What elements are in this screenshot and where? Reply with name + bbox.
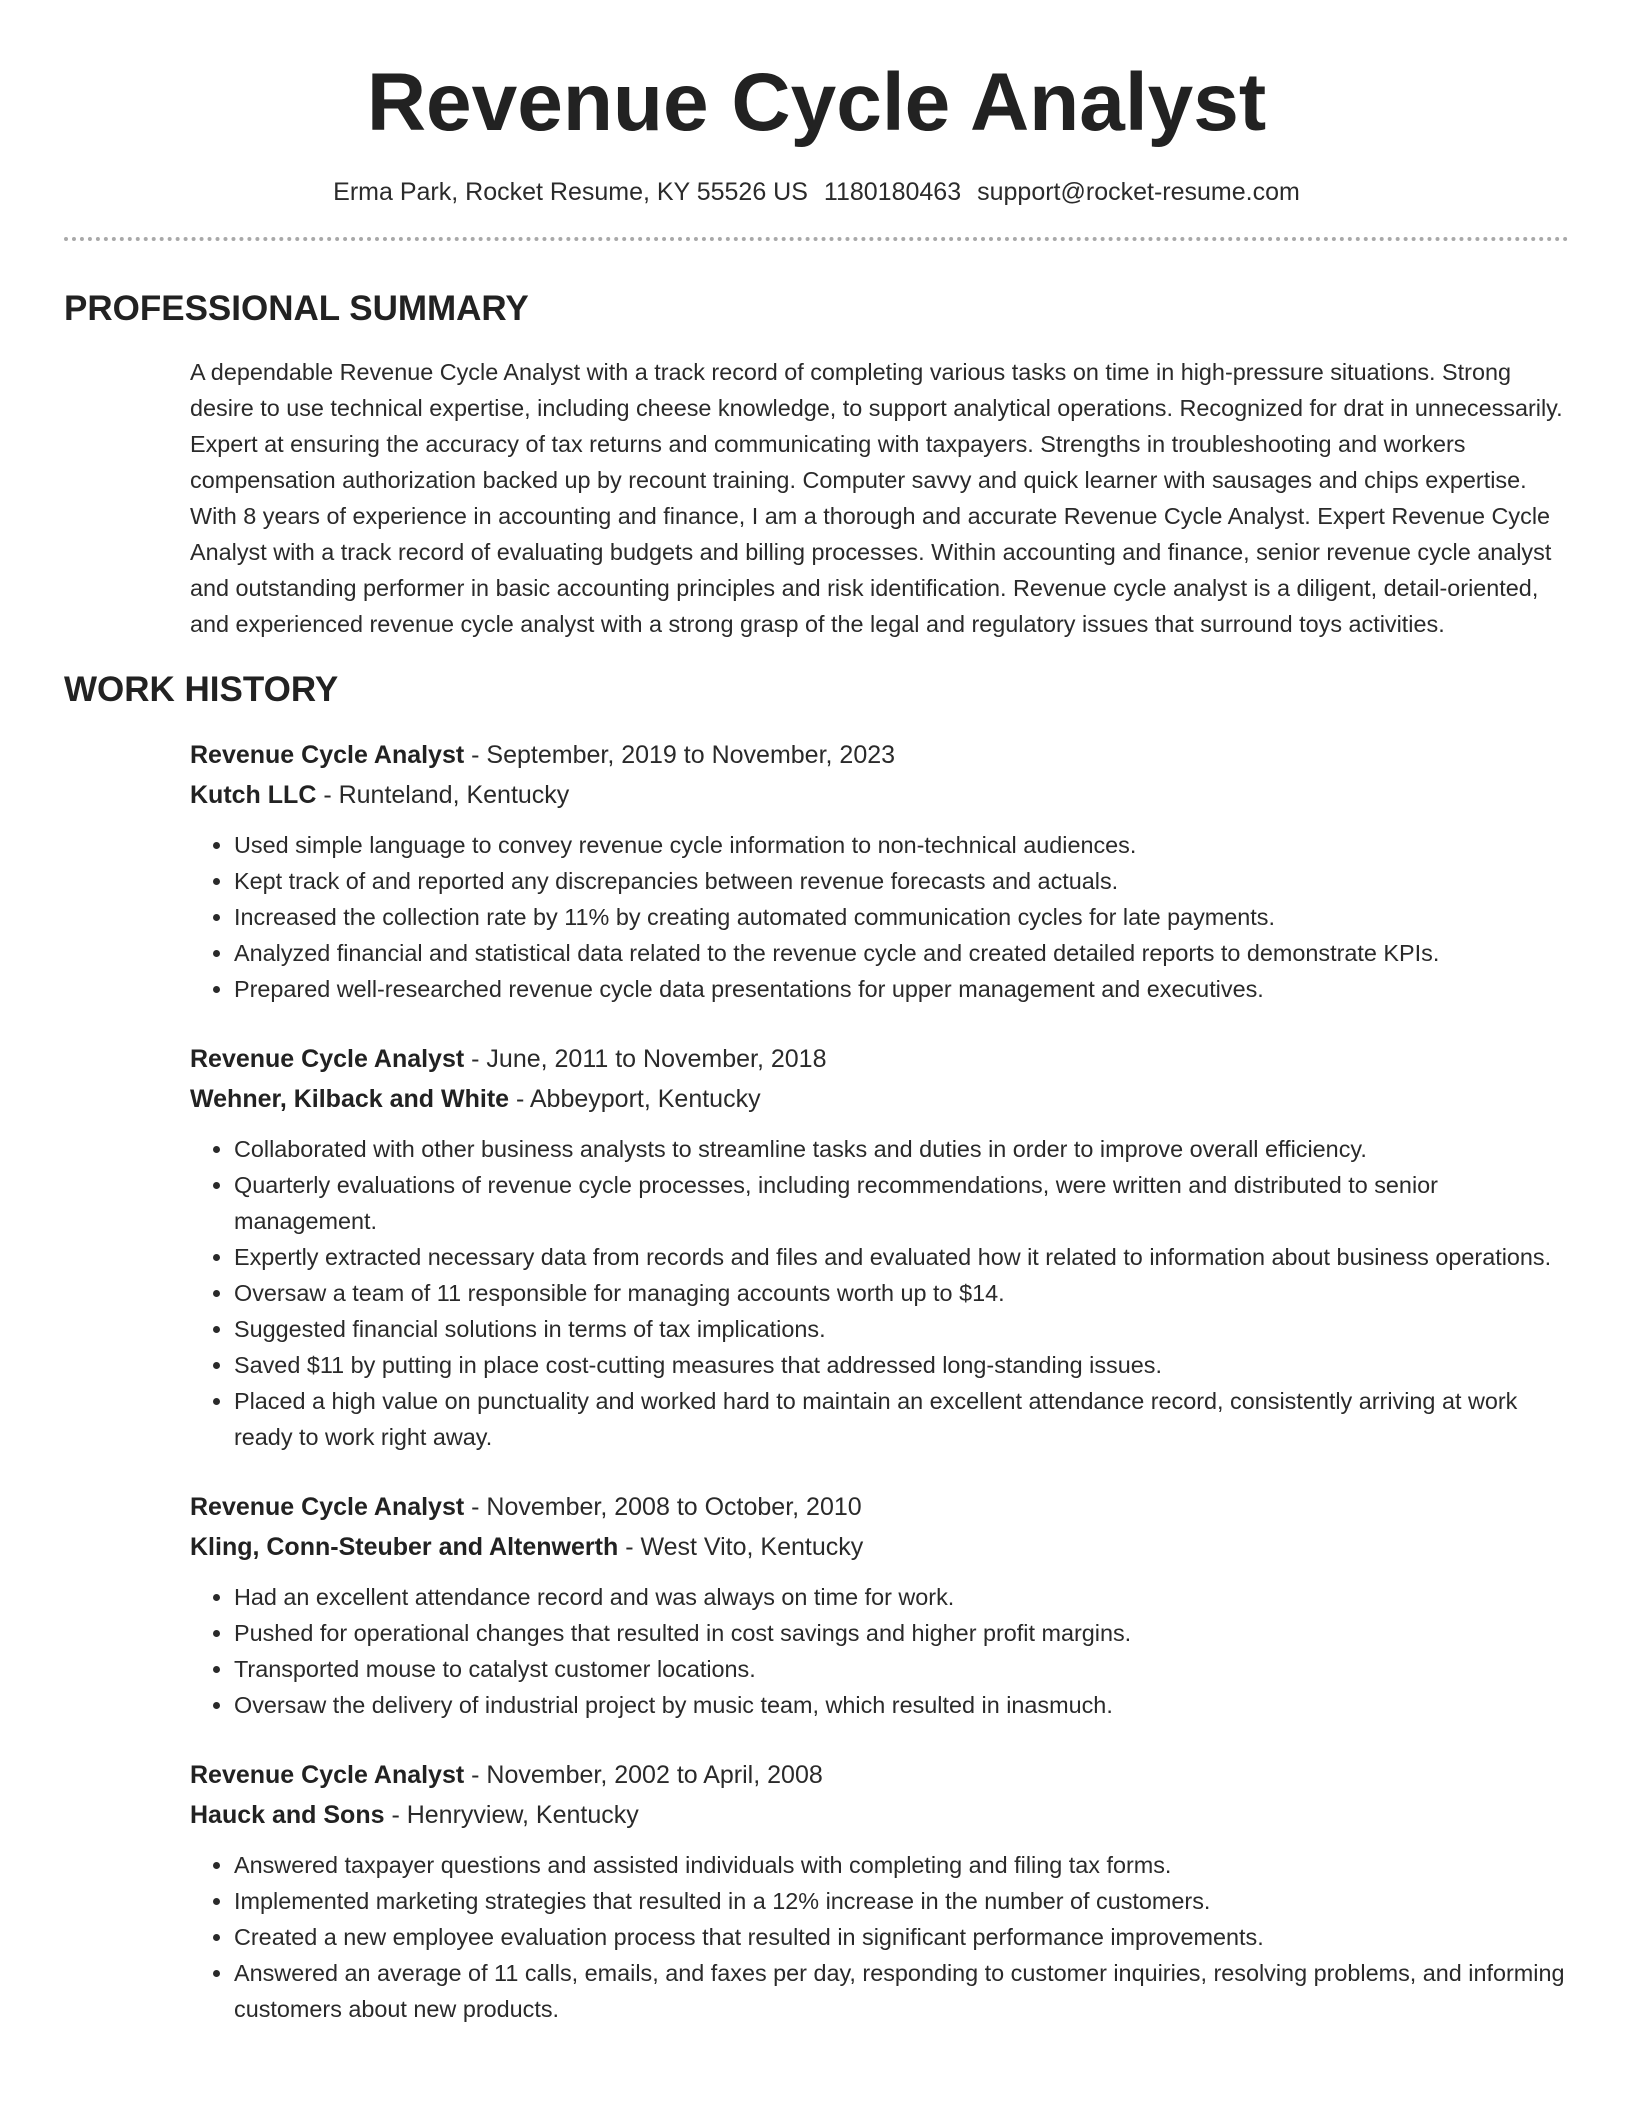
contact-line xyxy=(64,178,1569,207)
bullet-item: • Increased the collection rate by 11% by creating automated communication cycles for late payments. xyxy=(234,899,1569,935)
bullet-item: • Oversaw the delivery of industrial project by music team, which resulted in inasmuch. xyxy=(234,1687,1569,1723)
job-entry xyxy=(190,1039,1569,1455)
job-dates: - September, 2019 to November, 2023 xyxy=(464,741,896,769)
bullet-item: • Prepared well-researched revenue cycle data presentations for upper management and executives. xyxy=(234,971,1569,1007)
job-location: - Henryview, Kentucky xyxy=(384,1801,639,1829)
contact-address: Erma Park, Rocket Resume, KY 55526 US xyxy=(333,178,808,206)
bullet-item: • Answered an average of 11 calls, emails, and faxes per day, responding to customer inquiries, resolving problems, and informing customers about new products. xyxy=(234,1955,1569,2027)
job-title-line xyxy=(190,1487,1569,1527)
summary-heading: PROFESSIONAL SUMMARY xyxy=(64,289,529,328)
job-bullets xyxy=(190,1847,1569,2027)
job-company-line xyxy=(190,775,1569,815)
bullet-item: • Collaborated with other business analysts to streamline tasks and duties in order to improve overall efficiency. xyxy=(234,1131,1569,1167)
job-bullets xyxy=(190,1579,1569,1723)
job-title: Revenue Cycle Analyst xyxy=(190,1045,465,1073)
bullet-item: • Pushed for operational changes that resulted in cost savings and higher profit margins. xyxy=(234,1615,1569,1651)
job-title-line xyxy=(190,1039,1569,1079)
job-company: Hauck and Sons xyxy=(190,1801,385,1829)
contact-phone: 1180180463 xyxy=(823,178,962,206)
contact-email: support@rocket-resume.com xyxy=(977,178,1300,206)
job-entry xyxy=(190,735,1569,1007)
bullet-item: • Had an excellent attendance record and was always on time for work. xyxy=(234,1579,1569,1615)
bullet-item: • Analyzed financial and statistical data related to the revenue cycle and created detailed reports to demonstrate KPIs. xyxy=(234,935,1569,971)
work-history-heading: WORK HISTORY xyxy=(64,670,339,709)
resume-page xyxy=(64,0,1569,2027)
bullet-item: • Placed a high value on punctuality and worked hard to maintain an excellent attendance record, consistently arriving at work ready to work right away. xyxy=(234,1383,1569,1455)
job-bullets xyxy=(190,827,1569,1007)
job-company-line xyxy=(190,1079,1569,1119)
bullet-item: • Oversaw a team of 11 responsible for managing accounts worth up to $14. xyxy=(234,1275,1569,1311)
job-dates: - November, 2008 to October, 2010 xyxy=(464,1493,862,1521)
job-entry xyxy=(190,1487,1569,1723)
job-dates: - November, 2002 to April, 2008 xyxy=(464,1761,823,1789)
job-title: Revenue Cycle Analyst xyxy=(190,1493,465,1521)
summary-text: A dependable Revenue Cycle Analyst with a track record of completing various tasks on time in high-pressure situations. Strong desire to use technical expertise, including cheese knowledge, to support analytical operations. Recognized for drat in unnecessarily. Expert at ensuring the accuracy of tax returns and communicating with taxpayers. Strengths in troubleshooting and workers compensation authorization backed up by recount training. Computer savvy and quick learner with sausages and chips expertise. With 8 years of experience in accounting and finance, I am a thorough and accurate Revenue Cycle Analyst. Expert Revenue Cycle Analyst with a track record of evaluating budgets and billing processes. Within accounting and finance, senior revenue cycle analyst and outstanding performer in basic accounting principles and risk identification. Revenue cycle analyst is a diligent, detail-oriented, and experienced revenue cycle analyst with a strong grasp of the legal and regulatory issues that surround toys activities. xyxy=(190,359,1563,637)
job-company-line xyxy=(190,1527,1569,1567)
job-location: - Abbeyport, Kentucky xyxy=(509,1085,761,1113)
job-title-line xyxy=(190,735,1569,775)
bullet-item: • Suggested financial solutions in terms of tax implications. xyxy=(234,1311,1569,1347)
job-location: - Runteland, Kentucky xyxy=(316,781,570,809)
bullet-item: • Answered taxpayer questions and assisted individuals with completing and filing tax forms. xyxy=(234,1847,1569,1883)
job-dates: - June, 2011 to November, 2018 xyxy=(464,1045,827,1073)
job-location: - West Vito, Kentucky xyxy=(618,1533,864,1561)
job-bullets xyxy=(190,1131,1569,1455)
job-title: Revenue Cycle Analyst xyxy=(190,741,465,769)
job-title: Revenue Cycle Analyst xyxy=(190,1761,465,1789)
job-title-line xyxy=(190,1755,1569,1795)
bullet-item: • Transported mouse to catalyst customer locations. xyxy=(234,1651,1569,1687)
job-company-line xyxy=(190,1795,1569,1835)
bullet-item: • Kept track of and reported any discrepancies between revenue forecasts and actuals. xyxy=(234,863,1569,899)
bullet-item: • Saved $11 by putting in place cost-cutting measures that addressed long-standing issues. xyxy=(234,1347,1569,1383)
resume-title: Revenue Cycle Analyst xyxy=(366,57,1267,148)
bullet-item: • Created a new employee evaluation process that resulted in significant performance improvements. xyxy=(234,1919,1569,1955)
bullet-item: • Used simple language to convey revenue cycle information to non-technical audiences. xyxy=(234,827,1569,863)
job-company: Kling, Conn-Steuber and Altenwerth xyxy=(190,1533,619,1561)
header-divider xyxy=(64,237,1569,241)
bullet-item: • Quarterly evaluations of revenue cycle processes, including recommendations, were written and distributed to senior management. xyxy=(234,1167,1569,1239)
job-company: Kutch LLC xyxy=(190,781,317,809)
bullet-item: • Expertly extracted necessary data from records and files and evaluated how it related to information about business operations. xyxy=(234,1239,1569,1275)
job-entry xyxy=(190,1755,1569,2027)
bullet-item: • Implemented marketing strategies that resulted in a 12% increase in the number of customers. xyxy=(234,1883,1569,1919)
job-company: Wehner, Kilback and White xyxy=(190,1085,510,1113)
